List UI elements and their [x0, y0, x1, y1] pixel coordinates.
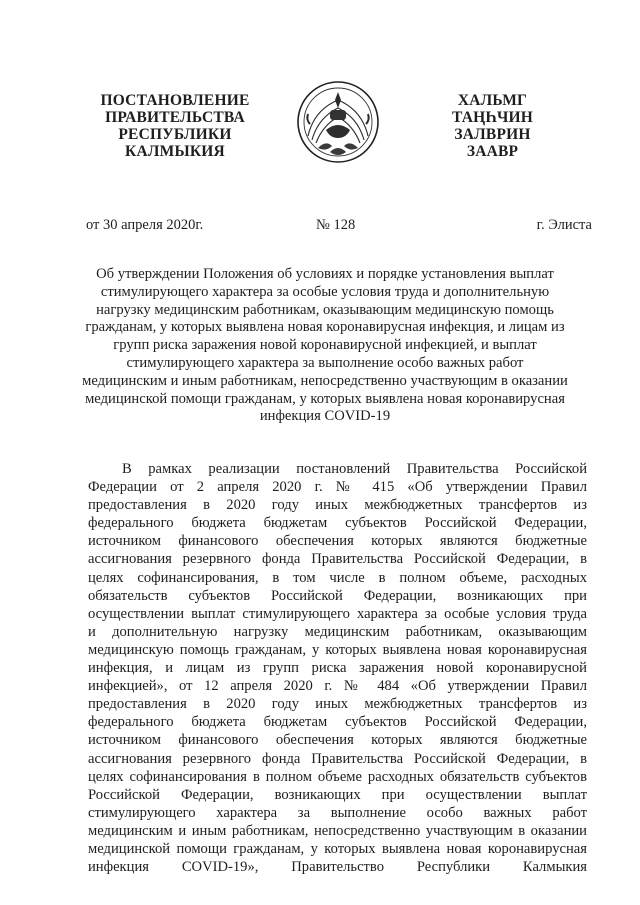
title-line: медицинской помощи гражданам, у которых выявлена новая коронавирусная [85, 390, 565, 407]
body-line: инфекцией», от 12 апреля 2020 г. № 484 «Об утверждении Правил [88, 678, 587, 695]
resolution-date: от 30 апреля 2020г. [86, 217, 204, 233]
body-line: медицинскую помощь гражданам, у которых выявлена новая коронавирусная [88, 641, 587, 658]
body-line: федерального бюджета бюджетам субъектов Российской Федерации, [88, 714, 587, 731]
body-line: ассигнования резервного фонда Правительства Российской Федерации, в [88, 750, 587, 767]
header-right-line: ЗААВР [466, 143, 519, 160]
header-left-line: РЕСПУБЛИКИ [118, 126, 232, 143]
header-right-line: ТАҢҺЧИН [451, 109, 534, 126]
body-line: ассигнования резервного фонда Правительства Российской Федерации, в [88, 551, 587, 568]
body-line: осуществлении выплат стимулирующего характера за особые условия труда [88, 605, 587, 622]
body-line: источником финансового обеспечения которых являются бюджетные [88, 732, 587, 749]
header-left-line: КАЛМЫКИЯ [125, 143, 225, 160]
body-line: медицинским и иным работникам, непосредственно участвующим в оказании [88, 822, 587, 839]
body-line: и дополнительную нагрузку медицинским работникам, оказывающим [88, 623, 587, 640]
resolution-city: г. Элиста [536, 217, 592, 233]
body-line: Российской Федерации, возникающих при осуществлении выплат [88, 786, 587, 803]
header-russian [80, 92, 270, 160]
body-line: источником финансового обеспечения которых являются бюджетные [88, 533, 587, 550]
body-line: стимулирующего характера за выполнение особо важных работ [88, 804, 587, 821]
title-line: нагрузку медицинским работникам, оказывающим медицинскую помощь [96, 301, 554, 318]
resolution-number: № 128 [316, 217, 356, 233]
header-right-line: ХАЛЬМГ [457, 92, 528, 109]
body-line: предоставления в 2020 году иных межбюджетных трансфертов из [88, 497, 587, 514]
body-line: предоставления в 2020 году иных межбюджетных трансфертов из [88, 696, 587, 713]
header-left-line: ПРАВИТЕЛЬСТВА [105, 109, 245, 126]
body-line: В рамках реализации постановлений Правительства Российской [122, 461, 587, 477]
title-line: гражданам, у которых выявлена новая коронавирусная инфекция, и лицам из [85, 319, 565, 336]
title-line: стимулирующего характера за выполнение особо важных работ [126, 354, 524, 371]
body-line: федерального бюджета бюджетам субъектов Российской Федерации, [88, 515, 587, 532]
document-title [70, 266, 580, 426]
body-line: целях софинансирования в полном объеме расходных обязательств субъектов [88, 768, 587, 785]
body-line: медицинской помощи гражданам, у которых выявлена новая коронавирусная [88, 840, 587, 857]
body-line: целях софинансирования, в том числе в полном объеме, расходных [88, 569, 587, 586]
title-line: стимулирующего характера за особые условия труда и дополнительную [100, 283, 550, 300]
header-left-line: ПОСТАНОВЛЕНИЕ [100, 92, 250, 109]
body-line: инфекция COVID-19», Правительство Республики Калмыкия [88, 859, 587, 876]
kalmykia-coat-of-arms-icon [296, 80, 380, 164]
title-line: групп риска заражения новой коронавирусной инфекцией, и выплат [113, 337, 537, 354]
body-paragraph [88, 460, 587, 876]
header-right-line: ЗАЛВРИН [454, 126, 531, 143]
body-line: Федерации от 2 апреля 2020 г. № 415 «Об утверждении Правил [88, 479, 587, 496]
title-line: Об утверждении Положения об условиях и порядке установления выплат [96, 266, 554, 282]
title-line: инфекция COVID-19 [259, 408, 391, 425]
header-kalmyk [405, 92, 580, 160]
body-line: обязательств субъектов Российской Федерации, возникающих при [88, 587, 587, 604]
body-line: инфекция, и лицам из групп риска заражения новой коронавирусной [88, 660, 587, 677]
title-line: медицинским и иным работникам, непосредственно участвующим в оказании [82, 372, 568, 389]
